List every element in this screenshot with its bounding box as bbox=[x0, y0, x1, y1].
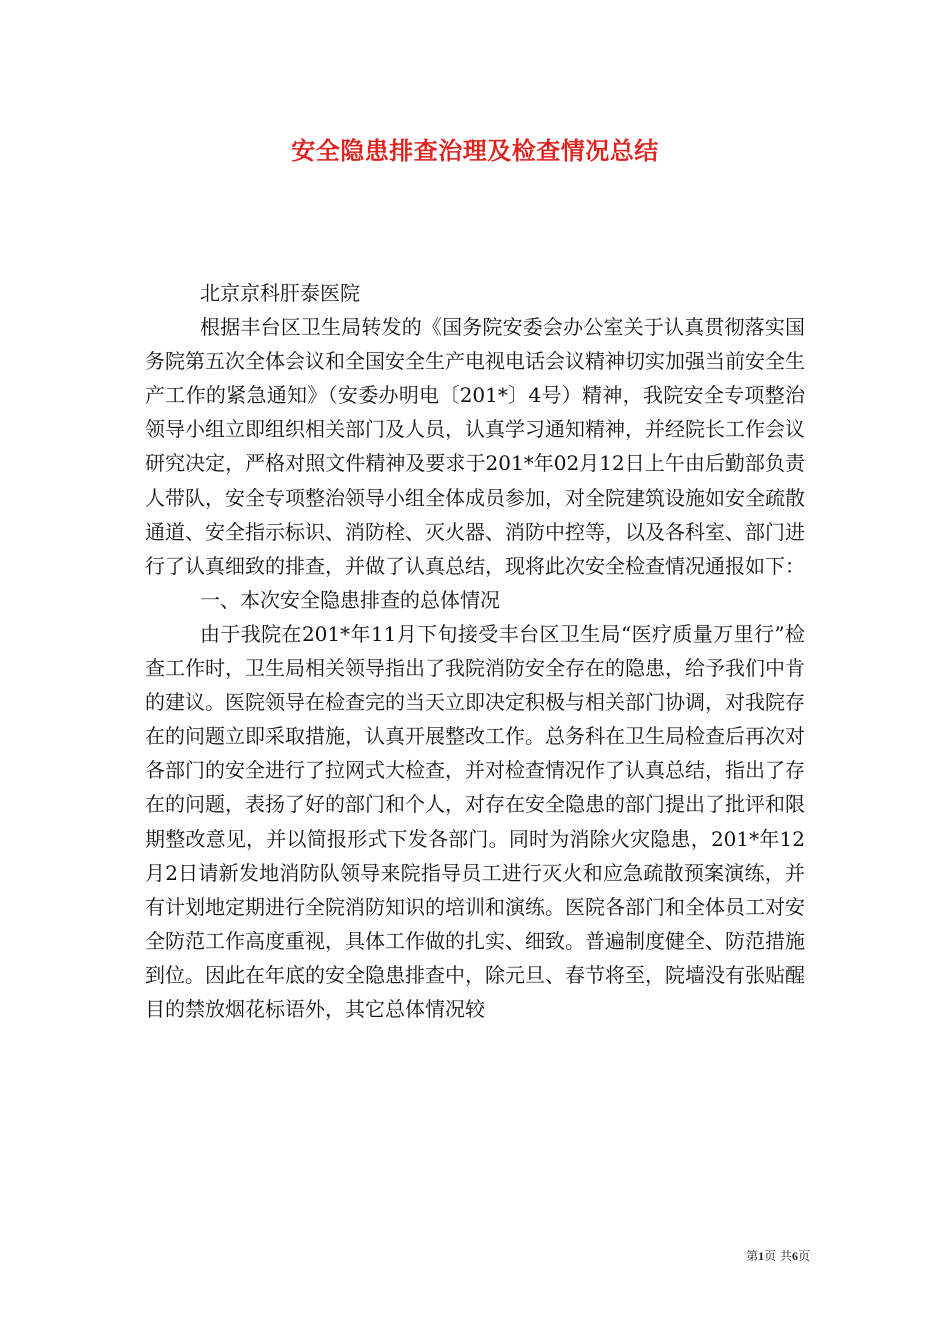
footer-middle: 页 共 bbox=[764, 1249, 792, 1263]
paragraph-section-1: 由于我院在201*年11月下旬接受丰台区卫生局“医疗质量万里行”检查工作时，卫生局相关领导指出了我院消防安全存在的隐患，给予我们中肯的建议。医院领导在检查完的当天立即决定积极与相关部门协调，对我院存在的问题立即采取措施，认真开展整改工作。总务科在卫生局检查后再次对各部门的安全进行了拉网式大检查，并对检查情况作了认真总结，指出了存在的问题，表扬了好的部门和个人，对存在安全隐患的部门提出了批评和限期整改意见，并以简报形式下发各部门。同时为消除火灾隐患，201*年12月2日请新发地消防队领导来院指导员工进行灭火和应急疏散预案演练，并有计划地定期进行全院消防知识的培训和演练。医院各部门和全体员工对安全防范工作高度重视，具体工作做的扎实、细致。普遍制度健全、防范措施到位。因此在年底的安全隐患排查中，除元旦、春节将至，院墙没有张贴醒目的禁放烟花标语外，其它总体情况较 bbox=[145, 621, 805, 1021]
footer-total-pages: 6 bbox=[791, 1249, 798, 1263]
document-body bbox=[145, 276, 805, 1026]
organization-name: 北京京科肝泰医院 bbox=[200, 281, 360, 305]
paragraph-intro: 根据丰台区卫生局转发的《国务院安委会办公室关于认真贯彻落实国务院第五次全体会议和全国安全生产电视电话会议精神切实加强当前安全生产工作的紧急通知》（安委办明电〔201*〕4号）精神，我院安全专项整治领导小组立即组织相关部门及人员，认真学习通知精神，并经院长工作会议研究决定，严格对照文件精神及要求于201*年02月12日上午由后勤部负责人带队，安全专项整治领导小组全体成员参加，对全院建筑设施如安全疏散通道、安全指示标识、消防栓、灭火器、消防中控等，以及各科室、部门进行了认真细致的排查，并做了认真总结，现将此次安全检查情况通报如下： bbox=[145, 315, 805, 578]
document-title: 安全隐患排查治理及检查情况总结 bbox=[291, 136, 659, 165]
page-number-footer bbox=[700, 1248, 810, 1264]
section-heading-1: 一、本次安全隐患排查的总体情况 bbox=[200, 587, 500, 612]
footer-current-page: 1 bbox=[758, 1249, 765, 1263]
footer-suffix: 页 bbox=[797, 1249, 810, 1263]
footer-prefix: 第 bbox=[746, 1249, 759, 1263]
